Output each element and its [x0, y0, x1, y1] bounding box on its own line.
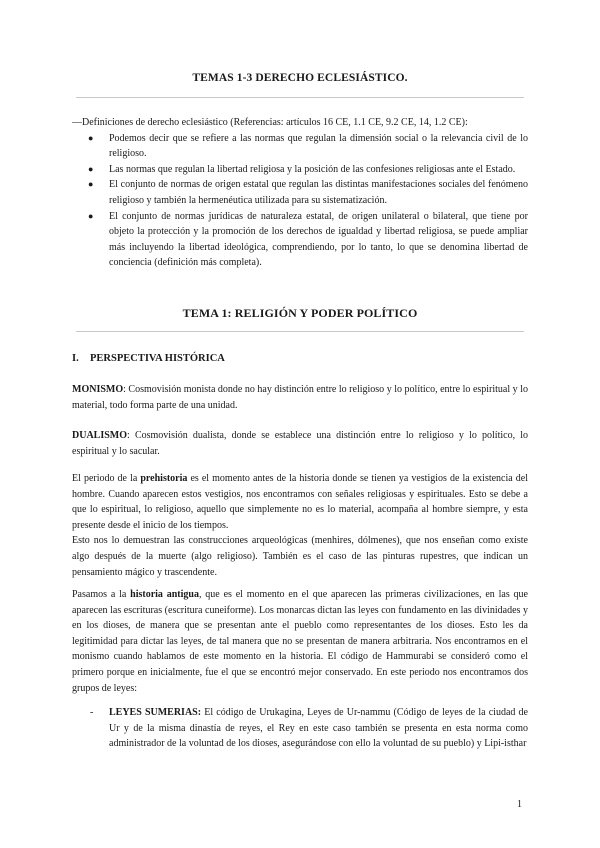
definitions-intro: —Definiciones de derecho eclesiástico (Referencias: artículos 16 CE, 1.1 CE, 9.2 CE, 14, 1.2 CE): — [72, 117, 468, 128]
leyes-list-block — [72, 705, 528, 752]
monismo-term: MONISMO — [72, 384, 124, 395]
paragraph — [72, 428, 528, 459]
antigua-after: , que es el momento en el que aparecen las primeras civilizaciones, en las que aparecen las escrituras (escritura cuneiforme). Los monarcas dictan las leyes con fundamento en las divinidades y en los dioses, de manera que se presentan ante el pueblo como representantes de los dioses. Esto les da legitimidad para dictar las leyes, de tal manera que no se presentan de manera arbitraria. Nos encontramos en el monismo cuando hablamos de este momento en la historia. El código de Hammurabi se consideró como el primero porque en inicialmente, fue el que se encontró mejor conservado. En este periodo nos encontramos dos grupos de leyes: — [72, 589, 528, 694]
dualismo-text: : Cosmovisión dualista, donde se establece una distinción entre lo religioso y lo político, lo espiritual y lo sacular. — [72, 430, 528, 457]
list-item — [72, 162, 528, 178]
dash-icon: - — [90, 707, 94, 718]
definition-text: Podemos decir que se refiere a las normas que regulan la dimensión social o la relevancia civil de lo religioso. — [109, 132, 528, 160]
section-number: I. — [72, 353, 79, 364]
dualismo-paragraph — [72, 428, 528, 459]
definition-text: El conjunto de normas jurídicas de naturaleza estatal, de origen unilateral o bilateral, que tiene por objeto la protección y la promoción de los derechos de igualdad y libertad religiosa, se puede ampliar más incluyendo la libertad ideológica, comprendiendo, por lo tanto, lo que se denomina libertad de conciencia (definición más completa). — [109, 210, 528, 269]
paragraph — [72, 587, 528, 696]
definition-text: El conjunto de normas de origen estatal que regulan las distintas manifestaciones sociales del fenómeno religioso y también la hermenéutica utilizada para su sistematización. — [109, 179, 528, 206]
bullet-icon: ● — [88, 163, 94, 174]
definitions-list — [72, 131, 528, 271]
section-title: PERSPECTIVA HISTÓRICA — [90, 353, 225, 364]
tema1-title: TEMA 1: RELIGIÓN Y PODER POLÍTICO — [182, 306, 418, 320]
paragraph — [72, 471, 528, 533]
list-item — [72, 209, 528, 271]
definition-text: Las normas que regulan la libertad religiosa y la posición de las confesiones religiosas ante el Estado. — [109, 163, 516, 175]
title-divider — [76, 97, 524, 98]
tema1-divider — [76, 331, 524, 332]
prehistoria-term: prehistoria — [140, 473, 188, 484]
prehistoria-second: Esto nos lo demuestran las construcciones arqueológicas (menhires, dólmenes), que nos enseñan como existe algo después de la muerte (algo religioso). También es el caso de las pinturas rupestres, que indican un pensamiento mágico y trascendente. — [72, 535, 528, 578]
document-title: TEMAS 1-3 DERECHO ECLESIÁSTICO. — [192, 72, 408, 84]
section-heading — [72, 353, 225, 364]
prehistoria-after: es el momento antes de la historia donde se tienen ya vestigios de la existencia del hombre. Cuando aparecen estos vestigios, nos encontramos con señales religiosas y espirituales. Esto se debe a que lo espiritual, lo religioso, aquello que simplemente no es lo material, acompaña al hombre siempre, y esta presente desde el inicio de los tiempos. — [72, 473, 528, 531]
page-number: 1 — [517, 799, 522, 810]
antigua-paragraph — [72, 587, 528, 696]
bullet-icon: ● — [88, 179, 94, 190]
antigua-term: historia antigua — [130, 589, 199, 600]
paragraph — [72, 382, 528, 413]
list-item — [72, 131, 528, 162]
leyes-term: LEYES SUMERIAS: — [109, 707, 202, 718]
definitions-block — [72, 115, 528, 271]
dualismo-term: DUALISMO — [72, 430, 128, 441]
prehistoria-before: El periodo de la — [72, 473, 141, 484]
antigua-before: Pasamos a la — [72, 589, 131, 600]
bullet-icon: ● — [88, 132, 94, 143]
bullet-icon: ● — [88, 210, 94, 221]
monismo-text: : Cosmovisión monista donde no hay distinción entre lo religioso y lo político, entre lo espiritual y lo material, todo forma parte de una unidad. — [72, 384, 528, 411]
leyes-text: El código de Urukagina, Leyes de Ur-nammu (Código de leyes de la ciudad de Ur y de la misma dinastía de reyes, el Rey en este caso también se presenta en esta norma como administrador de la voluntad de los dioses, asegurándose con ello la voluntad de su pueblo) y Lipi-isthar — [109, 707, 528, 750]
leyes-list — [72, 705, 528, 752]
monismo-paragraph — [72, 382, 528, 413]
prehistoria-paragraph — [72, 471, 528, 580]
list-item — [72, 177, 528, 208]
list-item — [72, 705, 528, 752]
